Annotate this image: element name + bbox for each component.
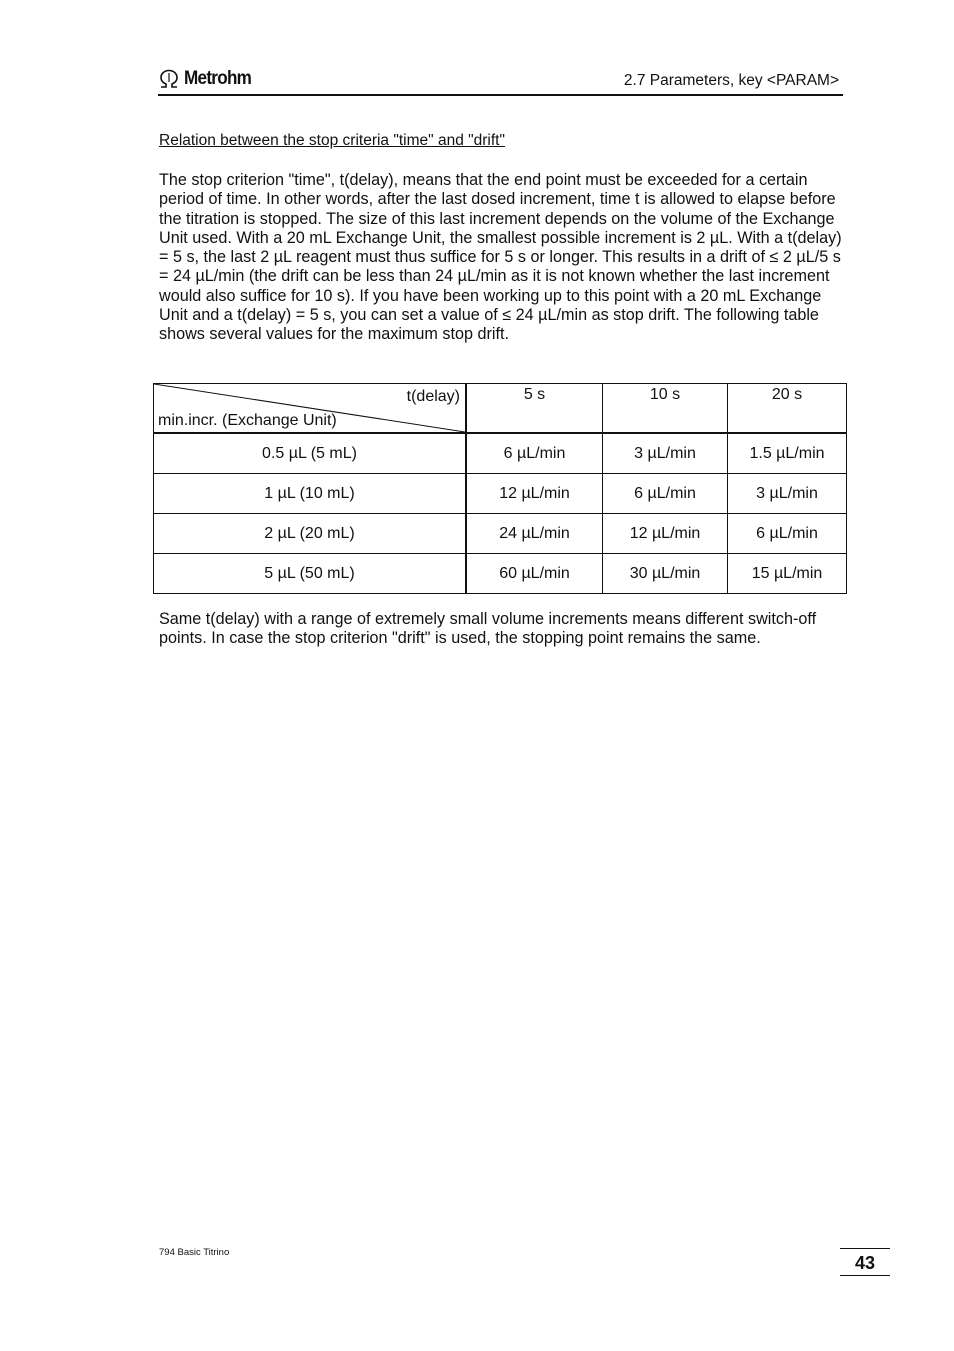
column-axis-label: t(delay) <box>406 388 460 405</box>
table-cell: 12 µL/min <box>603 514 728 554</box>
column-header: 5 s <box>466 384 603 434</box>
table-cell: 24 µL/min <box>466 514 603 554</box>
table-cell: 6 µL/min <box>466 433 603 474</box>
footer-product-name: 794 Basic Titrino <box>159 1247 230 1258</box>
page-header <box>158 66 843 96</box>
table-cell: 6 µL/min <box>728 514 847 554</box>
table-cell: 3 µL/min <box>728 474 847 514</box>
table-cell: 3 µL/min <box>603 433 728 474</box>
body-paragraph-1: The stop criterion "time", t(delay), means that the end point must be exceeded for a certain period of time. In other words, after the last dosed increment, time t is allowed to elapse before the titration is stopped. The size of this last increment depends on the volume of the Exchange Unit used. With a 20 mL Exchange Unit, the smallest possible increment is 2 µL. With a t(delay) = 5 s, the last 2 µL reagent must thus suffice for 5 s or longer. This results in a drift of ≤ 2 µL/5 s = 24 µL/min (the drift can be less than 24 µL/min as it is not known whether the last increment would also suffice for 10 s). If you have been working up to this point with a 20 mL Exchange Unit and a t(delay) = 5 s, you can set a value of ≤ 24 µL/min as stop drift. The following table shows several values for the maximum stop drift. <box>159 171 842 344</box>
table-header-row <box>154 384 847 434</box>
table-row <box>154 433 847 474</box>
table-cell: 30 µL/min <box>603 554 728 594</box>
table-cell: 12 µL/min <box>466 474 603 514</box>
table-cell: 6 µL/min <box>603 474 728 514</box>
table-cell: 1.5 µL/min <box>728 433 847 474</box>
omega-icon <box>158 69 180 89</box>
section-subheading: Relation between the stop criteria "time" and "drift" <box>159 132 505 149</box>
section-reference: 2.7 Parameters, key <PARAM> <box>623 72 839 89</box>
table-row <box>154 474 847 514</box>
table-row <box>154 554 847 594</box>
metrohm-logo <box>158 68 259 90</box>
row-label: 0.5 µL (5 mL) <box>154 433 467 474</box>
stop-drift-table <box>153 383 847 594</box>
table-corner-cell <box>154 384 467 434</box>
column-header: 10 s <box>603 384 728 434</box>
body-paragraph-2: Same t(delay) with a range of extremely small volume increments means different switch-off points. In case the stop criterion "drift" is used, the stopping point remains the same. <box>159 610 817 648</box>
row-label: 5 µL (50 mL) <box>154 554 467 594</box>
page-number: 43 <box>840 1248 890 1276</box>
column-header: 20 s <box>728 384 847 434</box>
row-axis-label: min.incr. (Exchange Unit) <box>158 412 337 429</box>
table-cell: 60 µL/min <box>466 554 603 594</box>
table-row <box>154 514 847 554</box>
table-cell: 15 µL/min <box>728 554 847 594</box>
row-label: 2 µL (20 mL) <box>154 514 467 554</box>
row-label: 1 µL (10 mL) <box>154 474 467 514</box>
logo-text: Metrohm <box>184 68 252 89</box>
